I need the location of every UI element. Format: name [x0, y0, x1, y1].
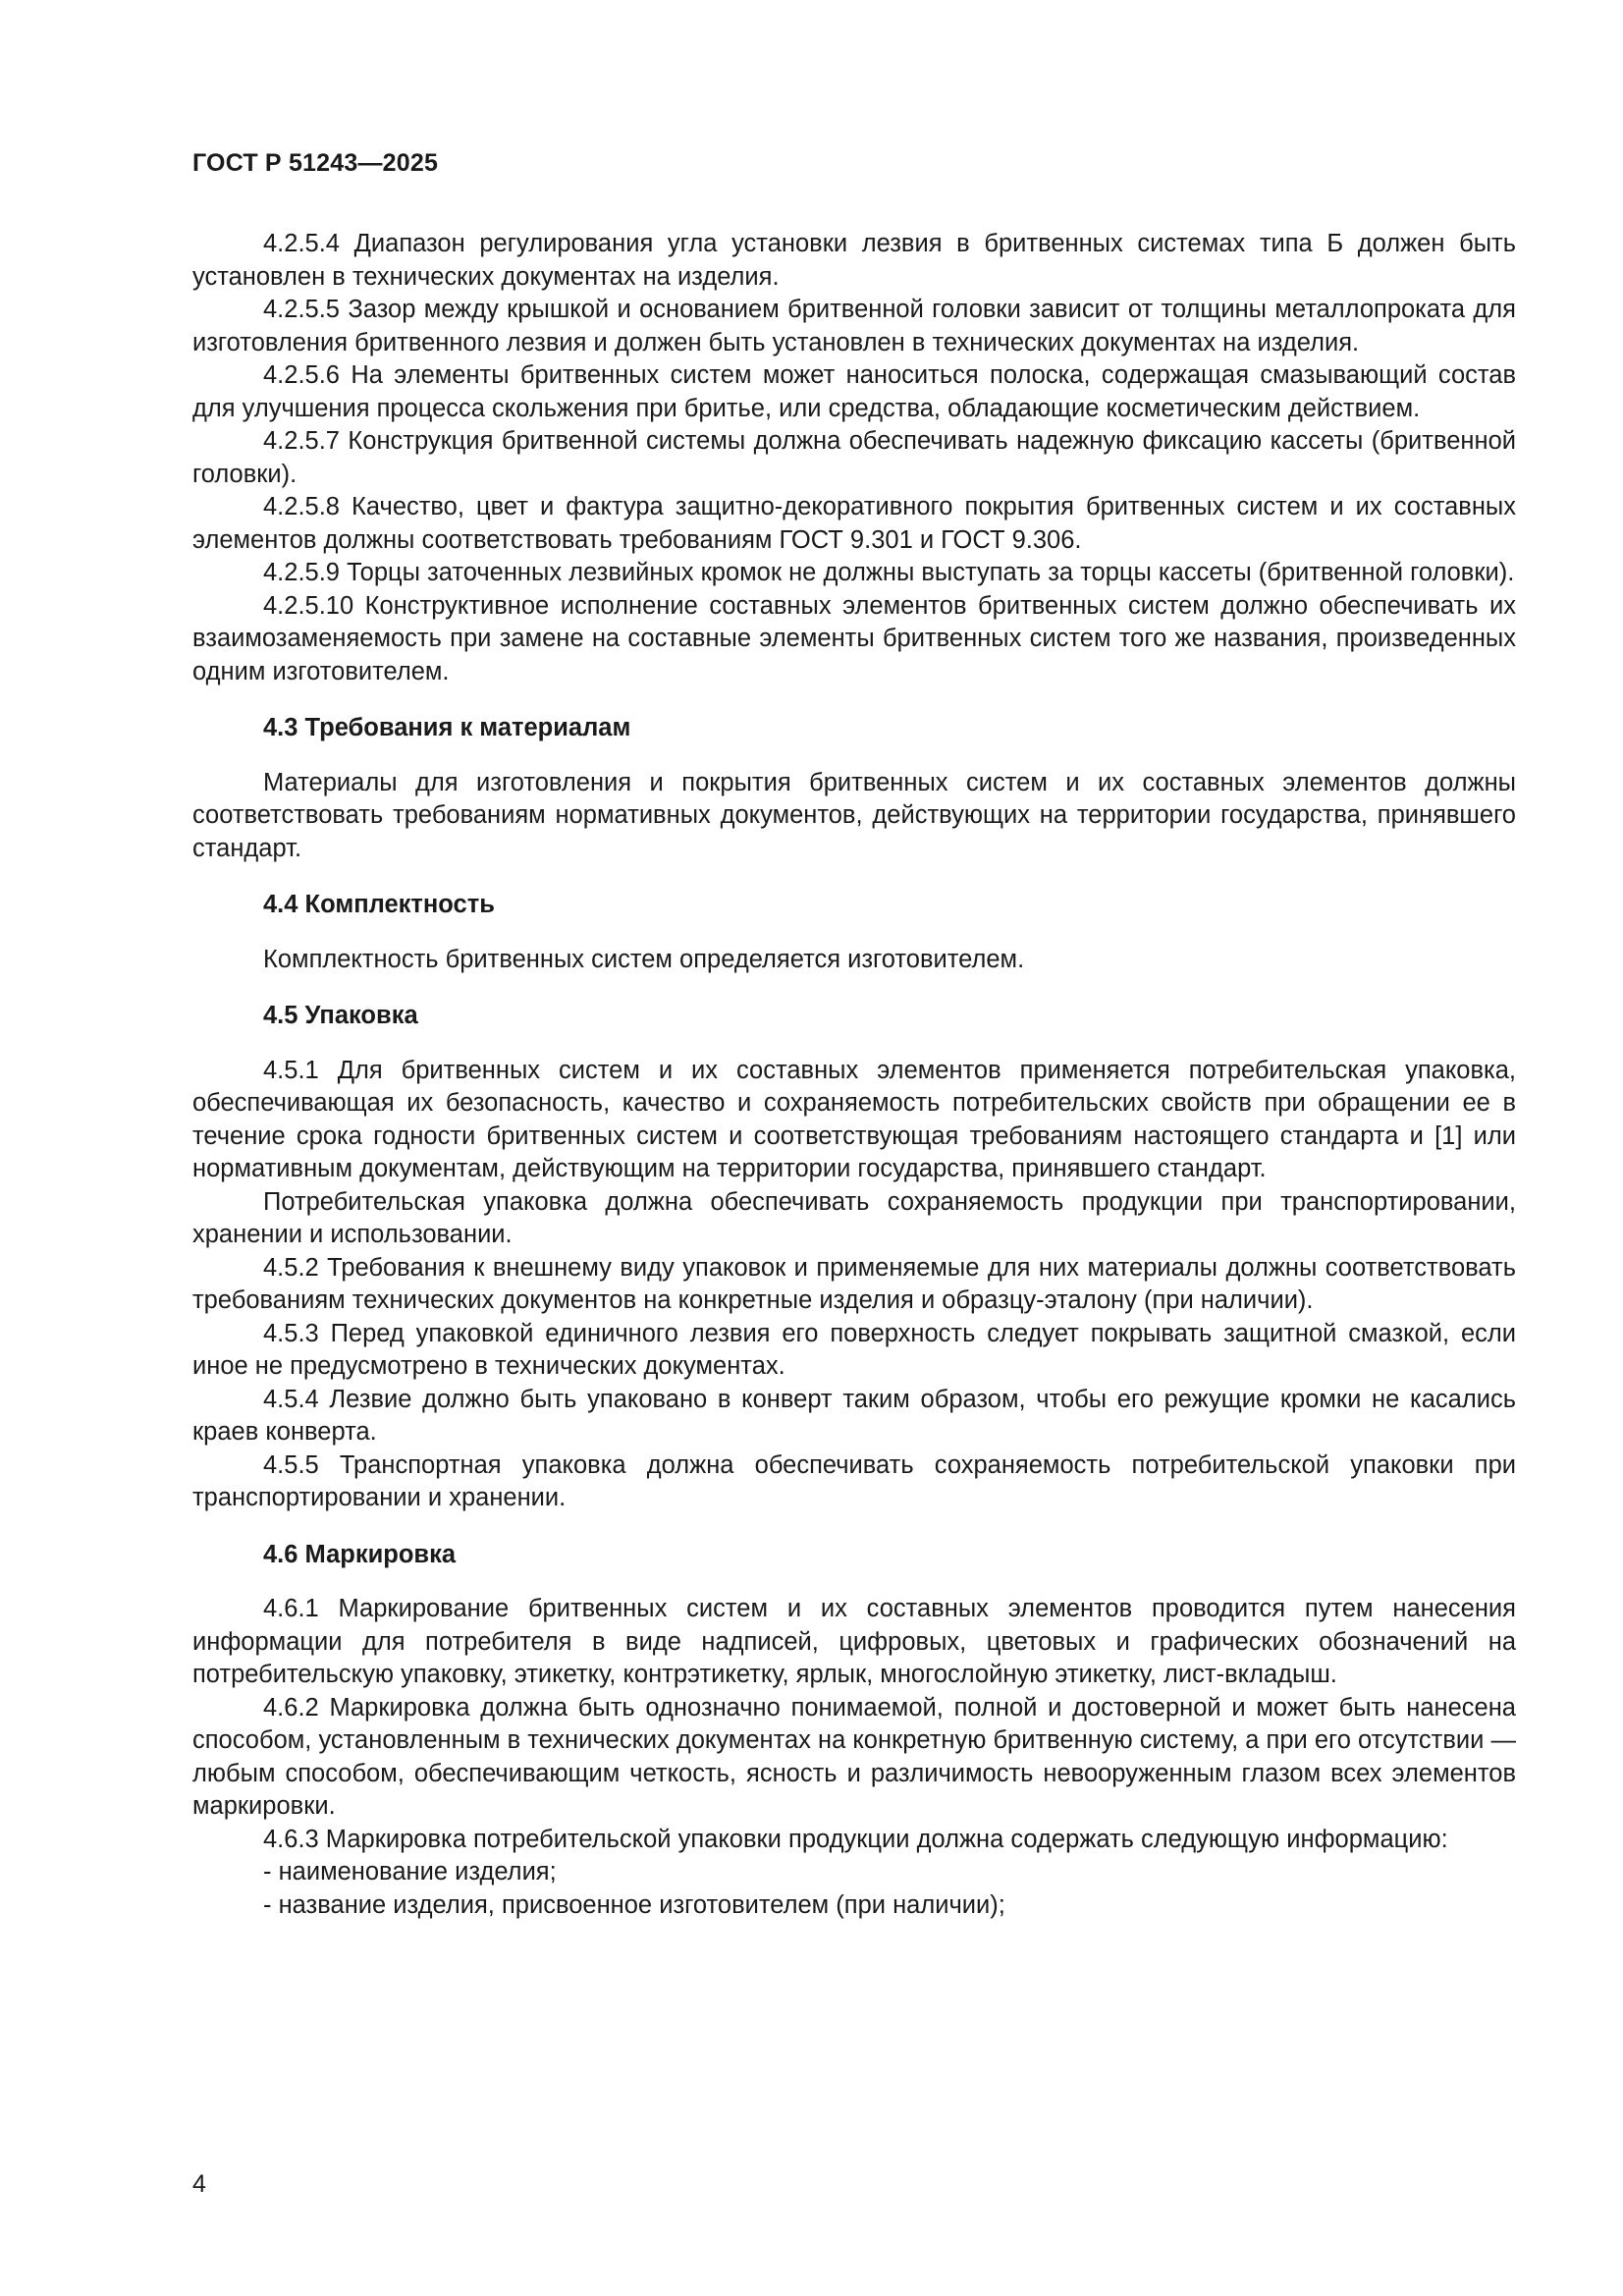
- paragraph-4-2-5-4: 4.2.5.4 Диапазон регулирования угла установки лезвия в бритвенных системах типа Б должен быть установлен в технических документах на изделия.: [192, 230, 1516, 291]
- paragraph-4-5-5: 4.5.5 Транспортная упаковка должна обеспечивать сохраняемость потребительской упаковки при транспортировании и хранении.: [192, 1450, 1516, 1511]
- paragraph-4-2-5-10: 4.2.5.10 Конструктивное исполнение составных элементов бритвенных систем должно обеспечивать их взаимозаменяемость при замене на составные элементы бритвенных систем того же названия, произведенных одним изготовителем.: [192, 591, 1516, 685]
- section-heading-4-3: 4.3 Требования к материалам: [263, 714, 631, 741]
- paragraph-4-6-1: 4.6.1 Маркирование бритвенных систем и их составных элементов проводится путем нанесения информации для потребителя в виде надписей, цифровых, цветовых и графических обозначений на потребительскую упаковку, этикетку, контрэтикетку, ярлык, многослойную этикетку, лист-вкладыш.: [192, 1595, 1516, 1688]
- page-number: 4: [192, 2170, 206, 2198]
- paragraph-4-5-2: 4.5.2 Требования к внешнему виду упаковок и применяемые для них материалы должны соответствовать требованиям технических документов на конкретные изделия и образцу-эталону (при наличии).: [192, 1253, 1516, 1314]
- paragraph-4-2-5-6: 4.2.5.6 На элементы бритвенных систем может наноситься полоска, содержащая смазывающий состав для улучшения процесса скольжения при бритье, или средства, обладающие косметическим действием.: [192, 361, 1516, 422]
- list-item: - название изделия, присвоенное изготовителем (при наличии);: [263, 1890, 1005, 1919]
- paragraph-4-2-5-9: 4.2.5.9 Торцы заточенных лезвийных кромок не должны выступать за торцы кассеты (бритвенной головки).: [263, 559, 1515, 586]
- paragraph-4-2-5-5: 4.2.5.5 Зазор между крышкой и основанием бритвенной головки зависит от толщины металлопроката для изготовления бритвенного лезвия и должен быть установлен в технических документах на изделия.: [192, 296, 1516, 356]
- paragraph-materials: Материалы для изготовления и покрытия бритвенных систем и их составных элементов должны соответствовать требованиям нормативных документов, действующих на территории государства, принявшего стандарт.: [192, 768, 1516, 862]
- paragraph-4-6-3: 4.6.3 Маркировка потребительской упаковки продукции должна содержать следующую информацию:: [263, 1825, 1448, 1853]
- section-heading-4-5: 4.5 Упаковка: [263, 1002, 418, 1029]
- paragraph-completeness: Комплектность бритвенных систем определяется изготовителем.: [263, 945, 1025, 973]
- paragraph-4-5-1: 4.5.1 Для бритвенных систем и их составных элементов применяется потребительская упаковка, обеспечивающая их безопасность, качество и сохраняемость потребительских свойств при обращении ее в течение срока годности бритвенных систем и соответствующая требованиям настоящего стандарта и [1] или нормативным документам, действующим на территории государства, принявшего стандарт.: [192, 1056, 1516, 1182]
- paragraph-4-6-2: 4.6.2 Маркировка должна быть однозначно понимаемой, полной и достоверной и может быть нанесена способом, установленным в технических документах на конкретную бритвенную систему, а при его отсутствии — любым способом, обеспечивающим четкость, ясность и различимость невооруженным глазом всех элементов маркировки.: [192, 1693, 1516, 1820]
- list-item: - наименование изделия;: [263, 1858, 557, 1886]
- section-heading-4-4: 4.4 Комплектность: [263, 891, 495, 918]
- paragraph-4-2-5-8: 4.2.5.8 Качество, цвет и фактура защитно-декоративного покрытия бритвенных систем и их составных элементов должны соответствовать требованиям ГОСТ 9.301 и ГОСТ 9.306.: [192, 493, 1516, 554]
- section-heading-4-6: 4.6 Маркировка: [263, 1540, 457, 1568]
- document-header: ГОСТ Р 51243—2025: [192, 149, 439, 177]
- document-body: [192, 228, 1516, 1922]
- paragraph-4-5-3: 4.5.3 Перед упаковкой единичного лезвия его поверхность следует покрывать защитной смазкой, если иное не предусмотрено в технических документах.: [192, 1319, 1516, 1380]
- paragraph-4-2-5-7: 4.2.5.7 Конструкция бритвенной системы должна обеспечивать надежную фиксацию кассеты (бритвенной головки).: [192, 427, 1516, 488]
- paragraph-4-5-4: 4.5.4 Лезвие должно быть упаковано в конверт таким образом, чтобы его режущие кромки не касались краев конверта.: [192, 1385, 1516, 1446]
- paragraph-4-5-1-cont: Потребительская упаковка должна обеспечивать сохраняемость продукции при транспортировании, хранении и использовании.: [192, 1187, 1516, 1248]
